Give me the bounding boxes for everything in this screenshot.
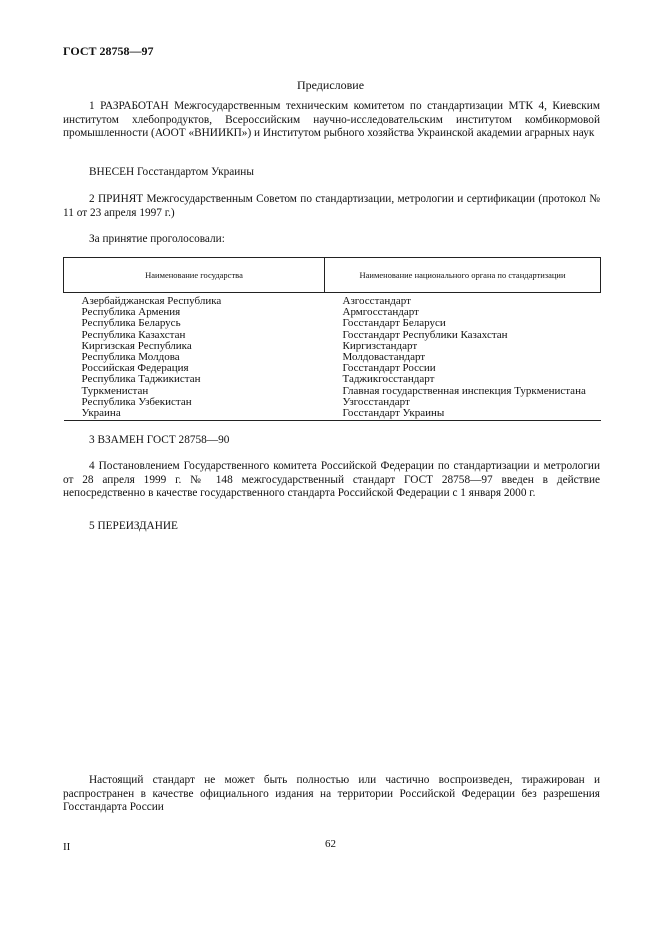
paragraph-reissue: 5 ПЕРЕИЗДАНИЕ — [89, 520, 178, 532]
table-cell-state: Украина — [64, 408, 325, 421]
table-cell-standards-body: Госстандарт России — [342, 362, 436, 375]
table-cell-standards-body: Главная государственная инспекция Туркменистана — [342, 384, 586, 397]
page-number: 62 — [325, 838, 336, 850]
table-cell-standards-body: Армгосстандарт — [342, 306, 419, 319]
table-cell-state: Республика Казахстан — [81, 328, 186, 341]
table-row — [64, 397, 601, 408]
paragraph-voted-for: За принятие проголосовали: — [89, 233, 225, 245]
table-header-standards-body: Наименование национального органа по стандартизации — [325, 258, 601, 293]
table-cell-state: Киргизская Республика — [81, 339, 192, 352]
foreword-heading: Предисловие — [296, 78, 365, 92]
roman-page-marker: II — [63, 841, 71, 853]
voting-states-table — [63, 257, 601, 421]
table-cell-state: Республика Армения — [81, 306, 181, 319]
table-cell-state: Республика Таджикистан — [81, 373, 201, 386]
paragraph-developed-by: 1 РАЗРАБОТАН Межгосударственным техническим комитетом по стандартизации МТК 4, Киевским институтом хлебопродуктов, Всероссийским научно-исследовательским институтом комбикормовой промышленности (АООТ «ВНИИКП») и Институтом рыбного хозяйства Украинской академии аграрных наук — [63, 100, 600, 140]
paragraph-adopted-by: 2 ПРИНЯТ Межгосударственным Советом по стандартизации, метрологии и сертификации (протокол № 11 от 23 апреля 1997 г.) — [63, 193, 600, 219]
table-cell-state: Республика Беларусь — [81, 317, 181, 330]
table-cell-state: Республика Узбекистан — [81, 395, 192, 408]
table-header-state: Наименование государства — [64, 258, 325, 293]
table-cell-state: Российская Федерация — [81, 362, 189, 375]
table-cell-standards-body: Таджикгосстандарт — [342, 373, 435, 386]
table-cell-standards-body: Киргизстандарт — [342, 339, 418, 352]
table-cell-state: Азербайджанская Республика — [81, 295, 222, 307]
table-row — [64, 318, 601, 329]
table-row — [64, 408, 601, 421]
document-code: ГОСТ 28758—97 — [63, 44, 154, 58]
table-cell-standards-body: Госстандарт Украины — [325, 408, 601, 421]
paragraph-resolution: 4 Постановлением Государственного комитета Российской Федерации по стандартизации и метрологии от 28 апреля 1999 г. № 148 межгосударственный стандарт ГОСТ 28758—97 введен в действие непосредственно в качестве государственного стандарта Российской Федерации с 1 января 2000 г. — [63, 460, 600, 500]
table-row — [64, 293, 601, 308]
table-cell-standards-body: Азгосстандарт — [342, 295, 411, 307]
table-cell-state: Республика Молдова — [81, 351, 180, 364]
table-row — [64, 374, 601, 385]
paragraph-replaces: 3 ВЗАМЕН ГОСТ 28758—90 — [89, 434, 230, 446]
paragraph-introduced-by: ВНЕСЕН Госстандартом Украины — [89, 166, 254, 178]
table-header-row — [64, 258, 601, 293]
table-cell-standards-body: Госстандарт Беларуси — [342, 317, 446, 330]
table-cell-standards-body: Узгосстандарт — [342, 395, 410, 408]
paragraph-copyright-notice: Настоящий стандарт не может быть полностью или частично воспроизведен, тиражирован и распространен в качестве официального издания на территории Российской Федерации без разрешения Госстандарта России — [63, 774, 600, 814]
table-cell-standards-body: Молдовастандарт — [342, 351, 426, 364]
table-cell-standards-body: Госстандарт Республики Казахстан — [342, 328, 508, 341]
table-cell-state: Туркменистан — [81, 384, 149, 397]
